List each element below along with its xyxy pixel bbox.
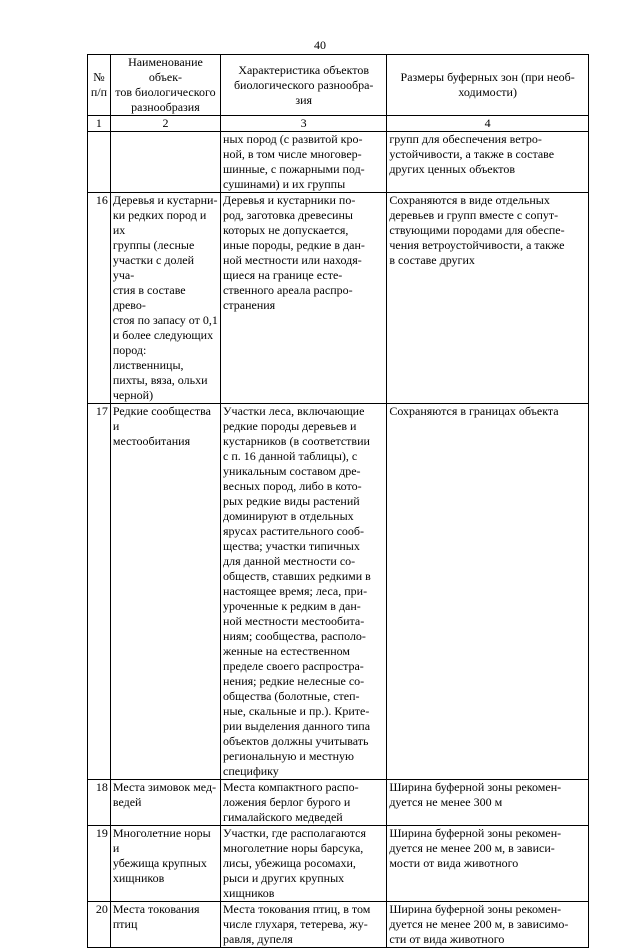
header-object-name: Наименование объек- тов биологического разнообразия (110, 55, 220, 116)
object-characteristic: Места компактного распо- ложения берлог бурого и гималайского медведей (221, 780, 387, 826)
table-row (88, 404, 589, 780)
object-characteristic: ных пород (с развитой кро- ной, в том числе многовер- шинные, с пожарными под- сушинами) и их группы (221, 132, 387, 193)
column-number: 4 (387, 116, 589, 132)
buffer-zone: групп для обеспечения ветро- устойчивости, а также в составе других ценных объектов (387, 132, 589, 193)
object-characteristic: Участки леса, включающие редкие породы деревьев и кустарников (в соответствии с п. 16 данной таблицы), с уникальным составом дре- весных пород, либо в кото- рых редкие виды растений доминируют в отдельных ярусах растительного сооб- щества; участки типичных для данной местности со- обществ, ставших редкими в настоящее время; леса, при- уроченные к редким в дан- ной местности местообита- ниям; сообщества, располо- женные на естественном пределе своего распростра- нения; редкие нелесные со- общества (болотные, степ- ные, скальные и пр.). Крите- рии выделения данного типа объектов должны учитывать региональную и местную специфику (221, 404, 387, 780)
header-number: № п/п (88, 55, 111, 116)
buffer-zone: Ширина буферной зоны рекомен- дуется не менее 200 м, в зависи- мости от вида животного (387, 826, 589, 902)
buffer-zone: Ширина буферной зоны рекомен- дуется не менее 300 м (387, 780, 589, 826)
row-number: 20 (88, 902, 111, 948)
object-characteristic: Места токования птиц, в том числе глухаря, тетерева, жу- равля, дупеля (221, 902, 387, 948)
buffer-zone: Сохраняются в виде отдельных деревьев и групп вместе с сопут- ствующими породами для обеспе- чения ветроустойчивости, а также в составе других (387, 193, 589, 404)
object-name: Места зимовок мед- ведей (110, 780, 220, 826)
table-row (88, 193, 589, 404)
header-characteristic: Характеристика объектов биологического разнообра- зия (221, 55, 387, 116)
table-row (88, 826, 589, 902)
column-number: 2 (110, 116, 220, 132)
page-number: 40 (314, 38, 326, 52)
row-number: 17 (88, 404, 111, 780)
table-row (88, 132, 589, 193)
object-name (110, 132, 220, 193)
buffer-zone: Ширина буферной зоны рекомен- дуется не менее 200 м, в зависимо- сти от вида животного (387, 902, 589, 948)
table-row (88, 780, 589, 826)
header-buffer-zone: Размеры буферных зон (при необ- ходимости) (387, 55, 589, 116)
table-row (88, 902, 589, 948)
table-header-row (88, 55, 589, 116)
object-name: Многолетние норы и убежища крупных хищников (110, 826, 220, 902)
row-number: 16 (88, 193, 111, 404)
column-number-row (88, 116, 589, 132)
row-number: 18 (88, 780, 111, 826)
object-characteristic: Участки, где располагаются многолетние норы барсука, лисы, убежища росомахи, рыси и других крупных хищников (221, 826, 387, 902)
object-characteristic: Деревья и кустарники по- род, заготовка древесины которых не допускается, иные породы, редкие в дан- ной местности или находя- щиеся на границе есте- ственного ареала распро- странения (221, 193, 387, 404)
row-number: 19 (88, 826, 111, 902)
buffer-zone: Сохраняются в границах объекта (387, 404, 589, 780)
object-name: Места токования птиц (110, 902, 220, 948)
row-number (88, 132, 111, 193)
column-number: 3 (221, 116, 387, 132)
biodiversity-table (87, 54, 589, 948)
object-name: Деревья и кустарни- ки редких пород и их группы (лесные участки с долей уча- стия в составе древо- стоя по запасу от 0,1 и более следующих пород: лиственницы, пихты, вяза, ольхи черной) (110, 193, 220, 404)
column-number: 1 (88, 116, 111, 132)
object-name: Редкие сообщества и местообитания (110, 404, 220, 780)
